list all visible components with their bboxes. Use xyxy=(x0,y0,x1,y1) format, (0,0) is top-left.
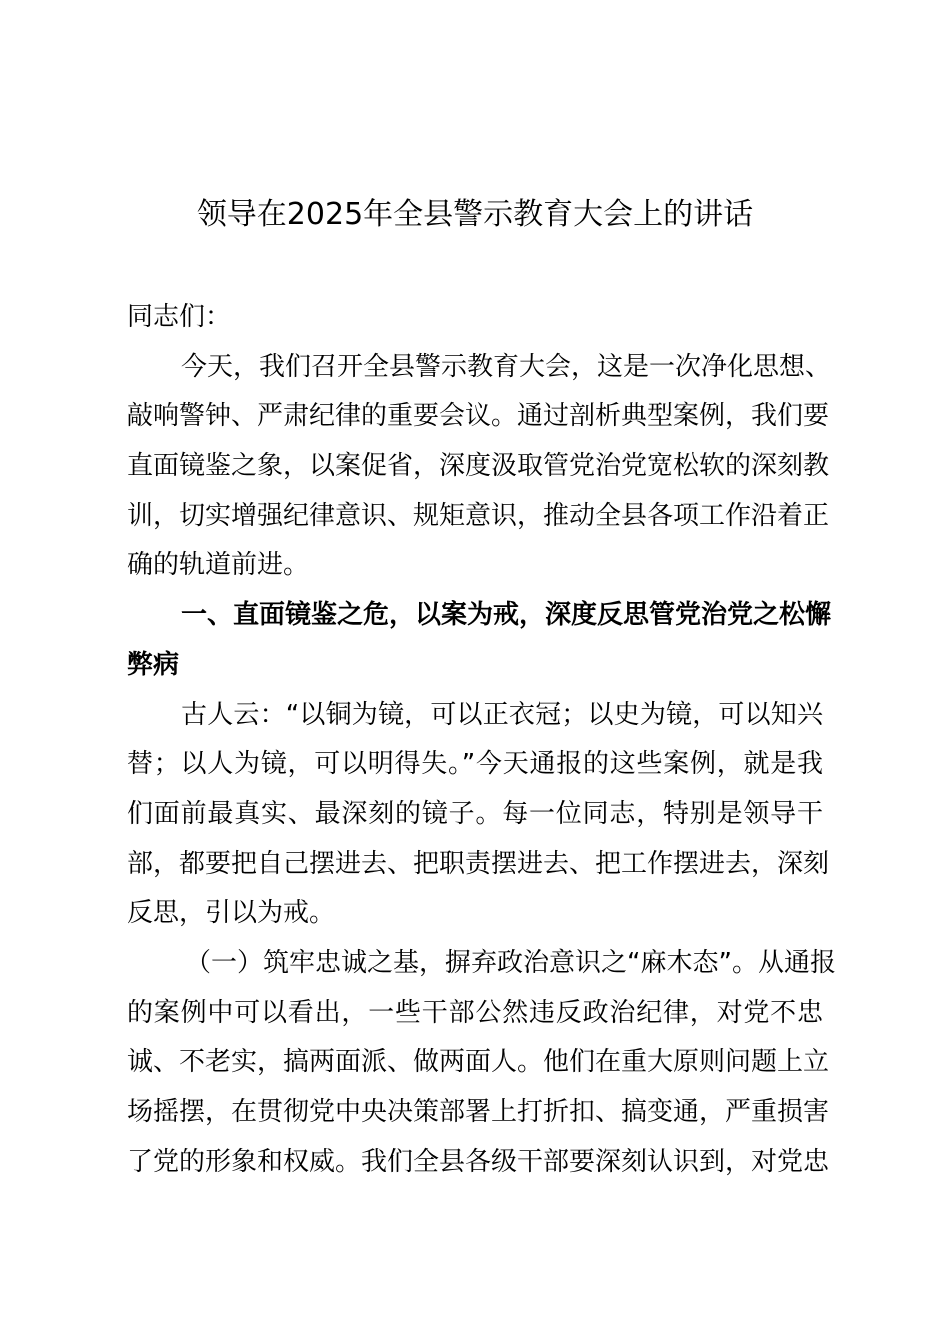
text-line: 敲响警钟、严肃纪律的重要会议。通过剖析典型案例，我们要 xyxy=(127,401,830,432)
document-title: 领导在2025年全县警示教育大会上的讲话 xyxy=(196,197,754,232)
salutation: 同志们： xyxy=(127,302,232,332)
paragraph-subsection-1 xyxy=(127,939,836,1187)
heading-line: 一、直面镜鉴之危，以案为戒，深度反思管党治党之松懈 xyxy=(181,600,832,631)
text-line: 直面镜鉴之象，以案促省，深度汲取管党治党宽松软的深刻教 xyxy=(127,451,830,482)
text-line: 场摇摆，在贯彻党中央决策部署上打折扣、搞变通，严重损害 xyxy=(127,1097,830,1127)
text-line: 确的轨道前进。 xyxy=(127,550,310,581)
text-line: 诚、不老实，搞两面派、做两面人。他们在重大原则问题上立 xyxy=(127,1047,830,1078)
text-line: 了党的形象和权威。我们全县各级干部要深刻认识到，对党忠 xyxy=(127,1146,830,1177)
heading-line: 弊病 xyxy=(127,649,180,680)
text-line: 替；以人为镜，可以明得失。”今天通报的这些案例，就是我 xyxy=(127,749,823,780)
document-body xyxy=(127,293,836,1187)
section-heading-1 xyxy=(127,591,832,690)
text-line: 训，切实增强纪律意识、规矩意识，推动全县各项工作沿着正 xyxy=(127,500,830,531)
paragraph-quote xyxy=(127,691,830,939)
text-line: 今天，我们召开全县警示教育大会，这是一次净化思想、 xyxy=(181,351,832,382)
text-line: 的案例中可以看出，一些干部公然违反政治纪律，对党不忠 xyxy=(127,997,823,1028)
text-line: （一）筑牢忠诚之基，摒弃政治意识之“麻木态”。从通报 xyxy=(185,947,836,978)
text-line: 们面前最真实、最深刻的镜子。每一位同志，特别是领导干 xyxy=(127,798,823,829)
text-line: 古人云：“以铜为镜，可以正衣冠；以史为镜，可以知兴 xyxy=(181,699,823,730)
text-line: 部，都要把自己摆进去、把职责摆进去、把工作摆进去，深刻 xyxy=(127,848,830,879)
text-line: 反思，引以为戒。 xyxy=(127,898,336,929)
paragraph-intro xyxy=(127,343,832,591)
